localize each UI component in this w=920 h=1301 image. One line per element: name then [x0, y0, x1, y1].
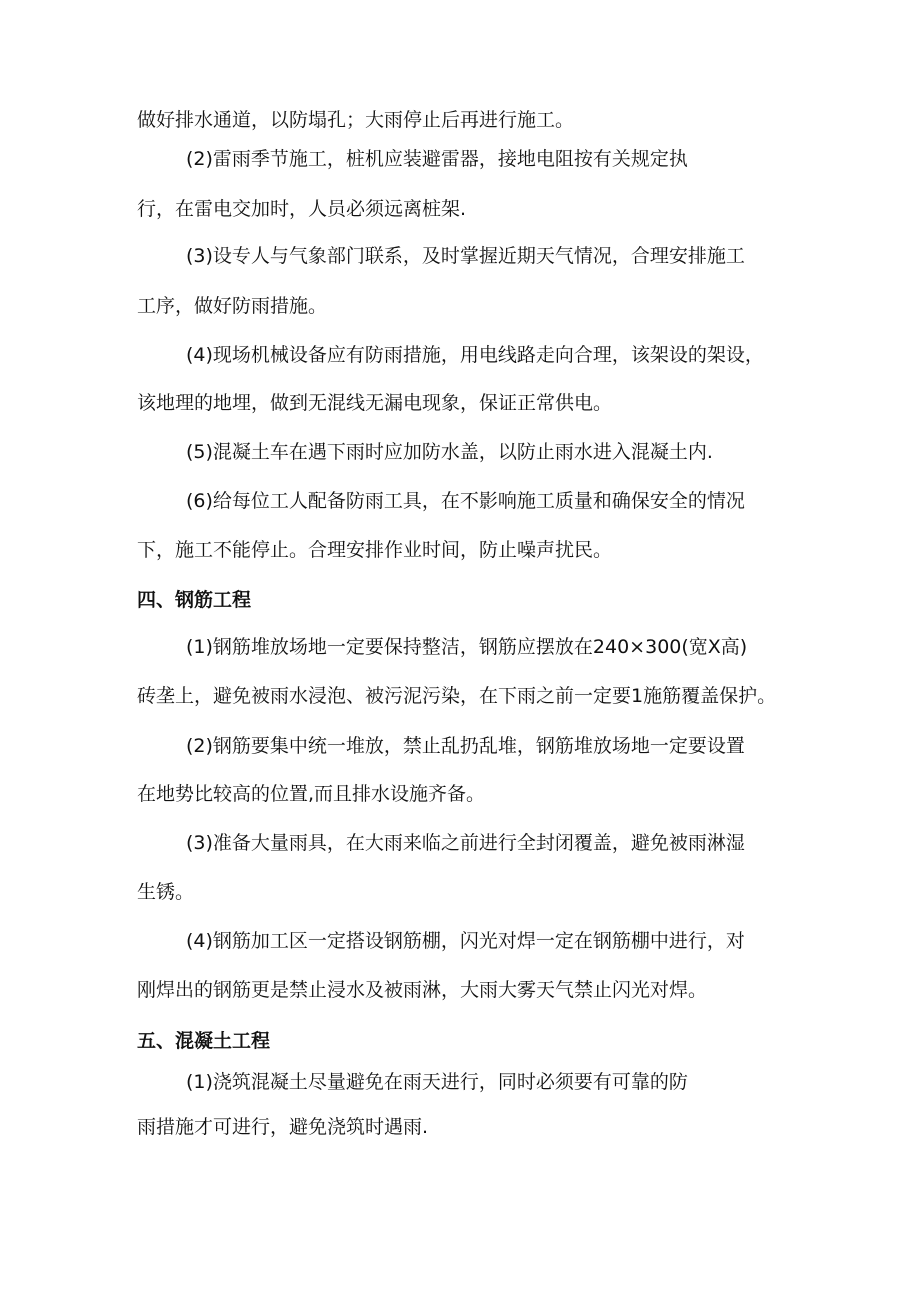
section-heading-rebar: 四、钢筋工程	[137, 589, 252, 611]
rebar-paragraph-1-line-2: 砖垄上，避免被雨水浸泡、被污泥污染，在下雨之前一定要1施筋覆盖保护。	[137, 685, 777, 707]
paragraph-3-line-2: 工序，做好防雨措施。	[137, 295, 328, 317]
rebar-paragraph-3-line-2: 生锈。	[137, 881, 195, 903]
paragraph-5-line-1: (5)混凝土车在遇下雨时应加防水盖，以防止雨水进入混凝土内.	[186, 441, 713, 463]
rebar-paragraph-2-line-2: 在地势比较高的位置,而且排水设施齐备。	[137, 783, 486, 805]
paragraph-6-line-2: 下，施工不能停止。合理安排作业时间，防止噪声扰民。	[137, 539, 613, 561]
rebar-paragraph-3-line-1: (3)准备大量雨具，在大雨来临之前进行全封闭覆盖，避免被雨淋湿	[186, 832, 745, 854]
rebar-paragraph-2-line-1: (2)钢筋要集中统一堆放，禁止乱扔乱堆，钢筋堆放场地一定要设置	[186, 735, 745, 757]
section-heading-concrete: 五、混凝土工程	[137, 1030, 271, 1052]
rebar-paragraph-1-line-1: (1)钢筋堆放场地一定要保持整洁，钢筋应摆放在240×300(宽X高)	[186, 636, 748, 658]
paragraph-4-line-2: 该地理的地埋，做到无混线无漏电现象，保证正常供电。	[137, 392, 613, 414]
rebar-paragraph-4-line-1: (4)钢筋加工区一定搭设钢筋棚，闪光对焊一定在钢筋棚中进行，对	[186, 930, 745, 952]
paragraph-3-line-1: (3)设专人与气象部门联系，及时掌握近期天气情况，合理安排施工	[186, 245, 745, 267]
rebar-paragraph-4-line-2: 刚焊出的钢筋更是禁止浸水及被雨淋，大雨大雾天气禁止闪光对焊。	[137, 979, 708, 1001]
paragraph-line-1: 做好排水通道，以防塌孔；大雨停止后再进行施工。	[137, 109, 575, 131]
paragraph-2-line-2: 行，在雷电交加时，人员必须远离桩架.	[137, 198, 467, 220]
paragraph-2-line-1: (2)雷雨季节施工，桩机应装避雷器，接地电阻按有关规定执	[186, 148, 688, 170]
concrete-paragraph-1-line-1: (1)浇筑混凝土尽量避免在雨天进行，同时必须要有可靠的防	[186, 1071, 688, 1093]
paragraph-4-line-1: (4)现场机械设备应有防雨措施，用电线路走向合理，该架设的架设，	[186, 344, 764, 366]
concrete-paragraph-1-line-2: 雨措施才可进行，避免浇筑时遇雨.	[137, 1116, 429, 1138]
paragraph-6-line-1: (6)给每位工人配备防雨工具，在不影响施工质量和确保安全的情况	[186, 490, 745, 512]
